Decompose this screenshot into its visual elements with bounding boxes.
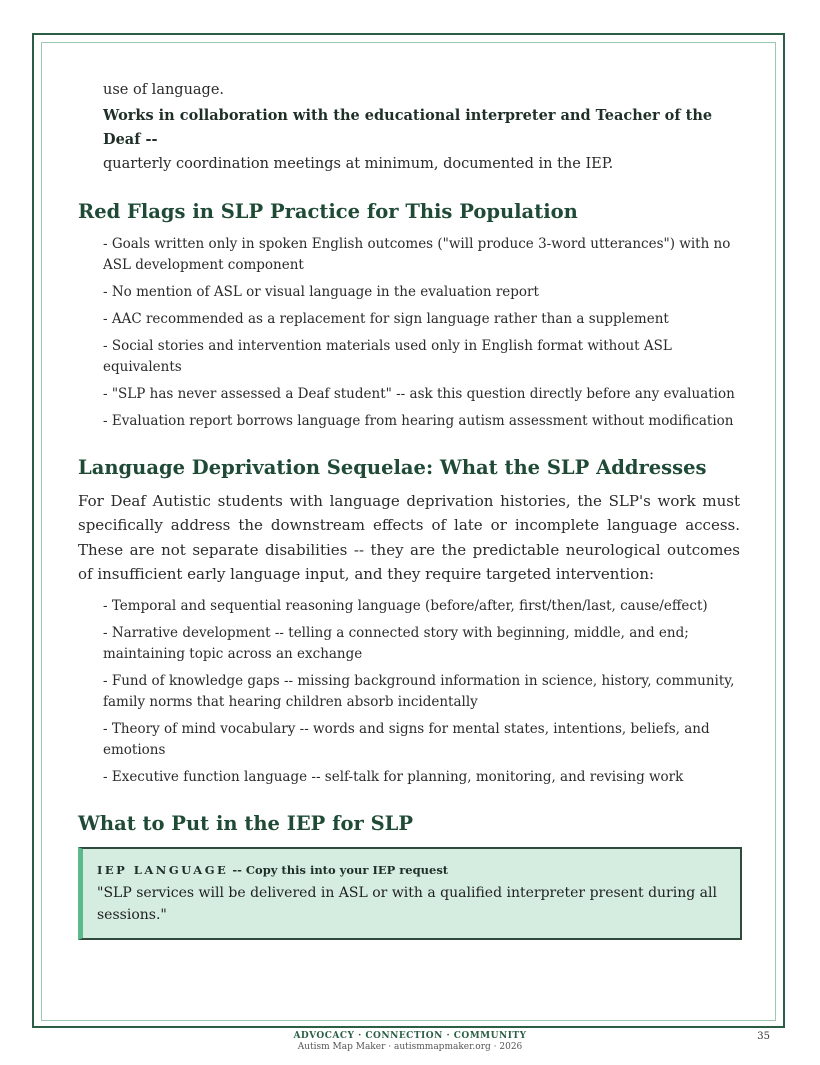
footer-source: Autism Map Maker · autismmapmaker.org · 2026: [297, 1042, 523, 1052]
list-item: - No mention of ASL or visual language in the evaluation report: [103, 284, 539, 300]
list-item: - Theory of mind vocabulary -- words and signs for mental states, intentions, beliefs, and emotions: [103, 720, 710, 758]
iep-language-callout: [78, 847, 742, 940]
list-item: - AAC recommended as a replacement for sign language rather than a supplement: [103, 311, 669, 327]
iep-section: [78, 811, 740, 940]
intro-continuation: use of language.: [103, 82, 225, 98]
list-item: - Social stories and intervention materials used only in English format without ASL equivalents: [103, 338, 672, 375]
list-item: - Evaluation report borrows language from hearing autism assessment without modification: [103, 413, 734, 429]
list-item: - Executive function language -- self-talk for planning, monitoring, and revising work: [103, 768, 684, 785]
callout-label: [97, 861, 726, 879]
footer-tagline: ADVOCACY · CONNECTION · COMMUNITY: [293, 1031, 527, 1041]
callout-quote: "SLP services will be delivered in ASL or with a qualified interpreter present during all sessions.": [97, 884, 717, 923]
sequelae-list: [78, 596, 740, 788]
collaboration-rest: quarterly coordination meetings at minimum, documented in the IEP.: [103, 156, 614, 172]
collaboration-bold: Works in collaboration with the educational interpreter and Teacher of the Deaf --: [103, 107, 713, 148]
red-flags-section: [78, 199, 740, 432]
callout-label-title: IEP LANGUAGE: [97, 862, 229, 877]
list-item: - Narrative development -- telling a connected story with beginning, middle, and end; maintaining topic across an exchange: [103, 624, 689, 662]
red-flags-heading: Red Flags in SLP Practice for This Population: [78, 200, 578, 223]
collaboration-note: [103, 104, 740, 176]
sequelae-section: [78, 455, 740, 788]
page-number: 35: [757, 1031, 770, 1042]
sequelae-paragraph: For Deaf Autistic students with language deprivation histories, the SLP's work must specifically address the downstream effects of late or incomplete language access. These are not separate disabilities -- they are the predictable neurological outcomes of insufficient early language input, and they require targeted intervention:: [78, 492, 740, 584]
sequelae-heading: Language Deprivation Sequelae: What the SLP Addresses: [78, 456, 707, 479]
callout-label-rest: -- Copy this into your IEP request: [228, 862, 449, 877]
list-item: - Temporal and sequential reasoning language (before/after, first/then/last, cause/effect): [103, 597, 708, 614]
page-footer: [0, 1031, 820, 1053]
iep-heading: What to Put in the IEP for SLP: [78, 811, 414, 835]
red-flags-list: [78, 234, 740, 432]
page-content: [78, 78, 740, 940]
list-item: - "SLP has never assessed a Deaf student" -- ask this question directly before any evaluation: [103, 386, 735, 402]
list-item: - Fund of knowledge gaps -- missing background information in science, history, community, family norms that hearing children absorb incidentally: [103, 672, 735, 710]
list-item: - Goals written only in spoken English outcomes ("will produce 3-word utterances") with no ASL development component: [103, 236, 731, 273]
